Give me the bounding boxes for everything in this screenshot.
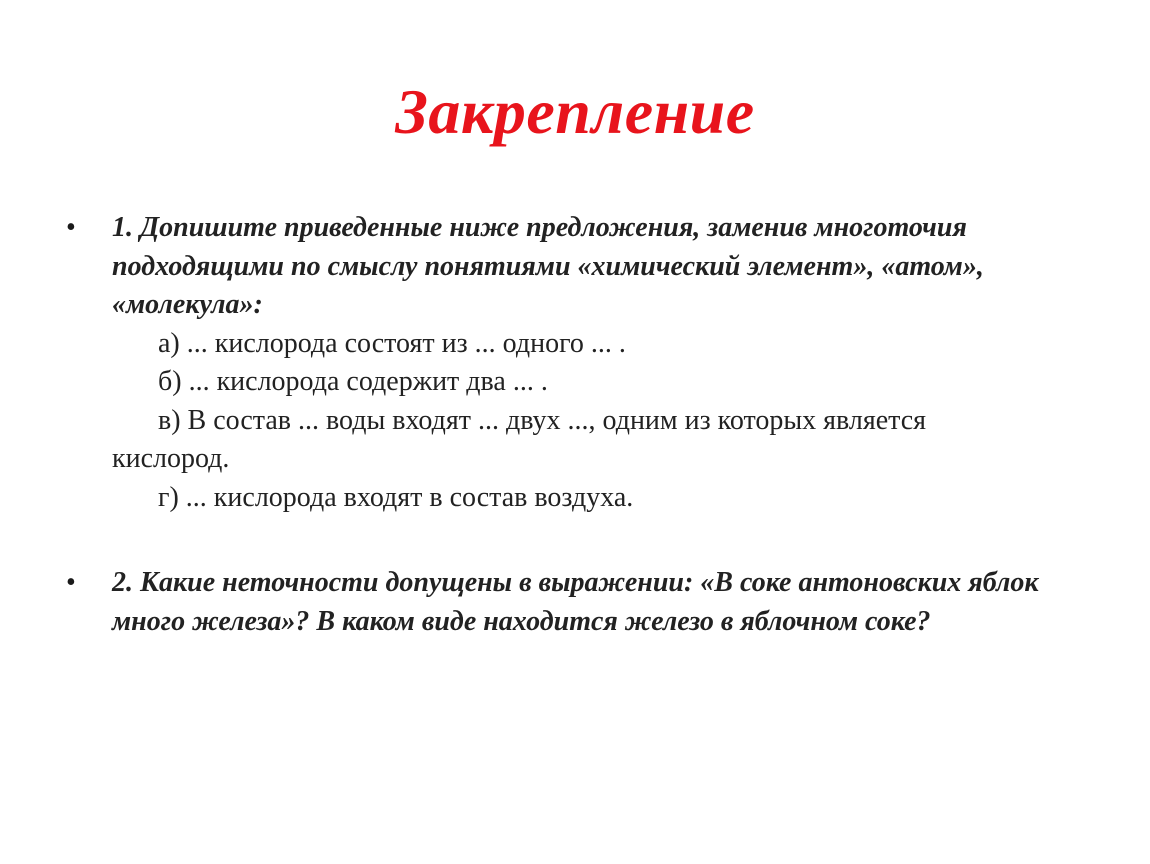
- question-2-text: 2. Какие неточности допущены в выражении: «В соке антоновских яблок много железа»? В каком виде находится железо в яблочном соке?: [112, 567, 1039, 637]
- bullet-marker: •: [66, 212, 76, 243]
- answer-line-g: г) ... кислорода входят в состав воздуха.: [158, 481, 634, 513]
- answer-line-b: б) ... кислорода содержит два ... .: [158, 366, 548, 397]
- answer-line-v: в) В состав ... воды входят ... двух ..., одним из которых является: [158, 404, 927, 436]
- answer-line-v-continued: кислород.: [112, 443, 230, 474]
- question-1-text: 1. Допишите приведенные ниже предложения, заменив многоточия подходящими по смыслу понятиями «химический элемент», «атом», «молекула»:: [112, 212, 984, 320]
- answer-line-a: а) ... кислорода состоят из ... одного ... .: [158, 327, 626, 359]
- bullet-item-1: [66, 209, 1092, 517]
- bullet-marker: •: [66, 567, 76, 598]
- slide-title: Закрепление: [395, 76, 755, 147]
- bullet-item-2: [66, 564, 1092, 641]
